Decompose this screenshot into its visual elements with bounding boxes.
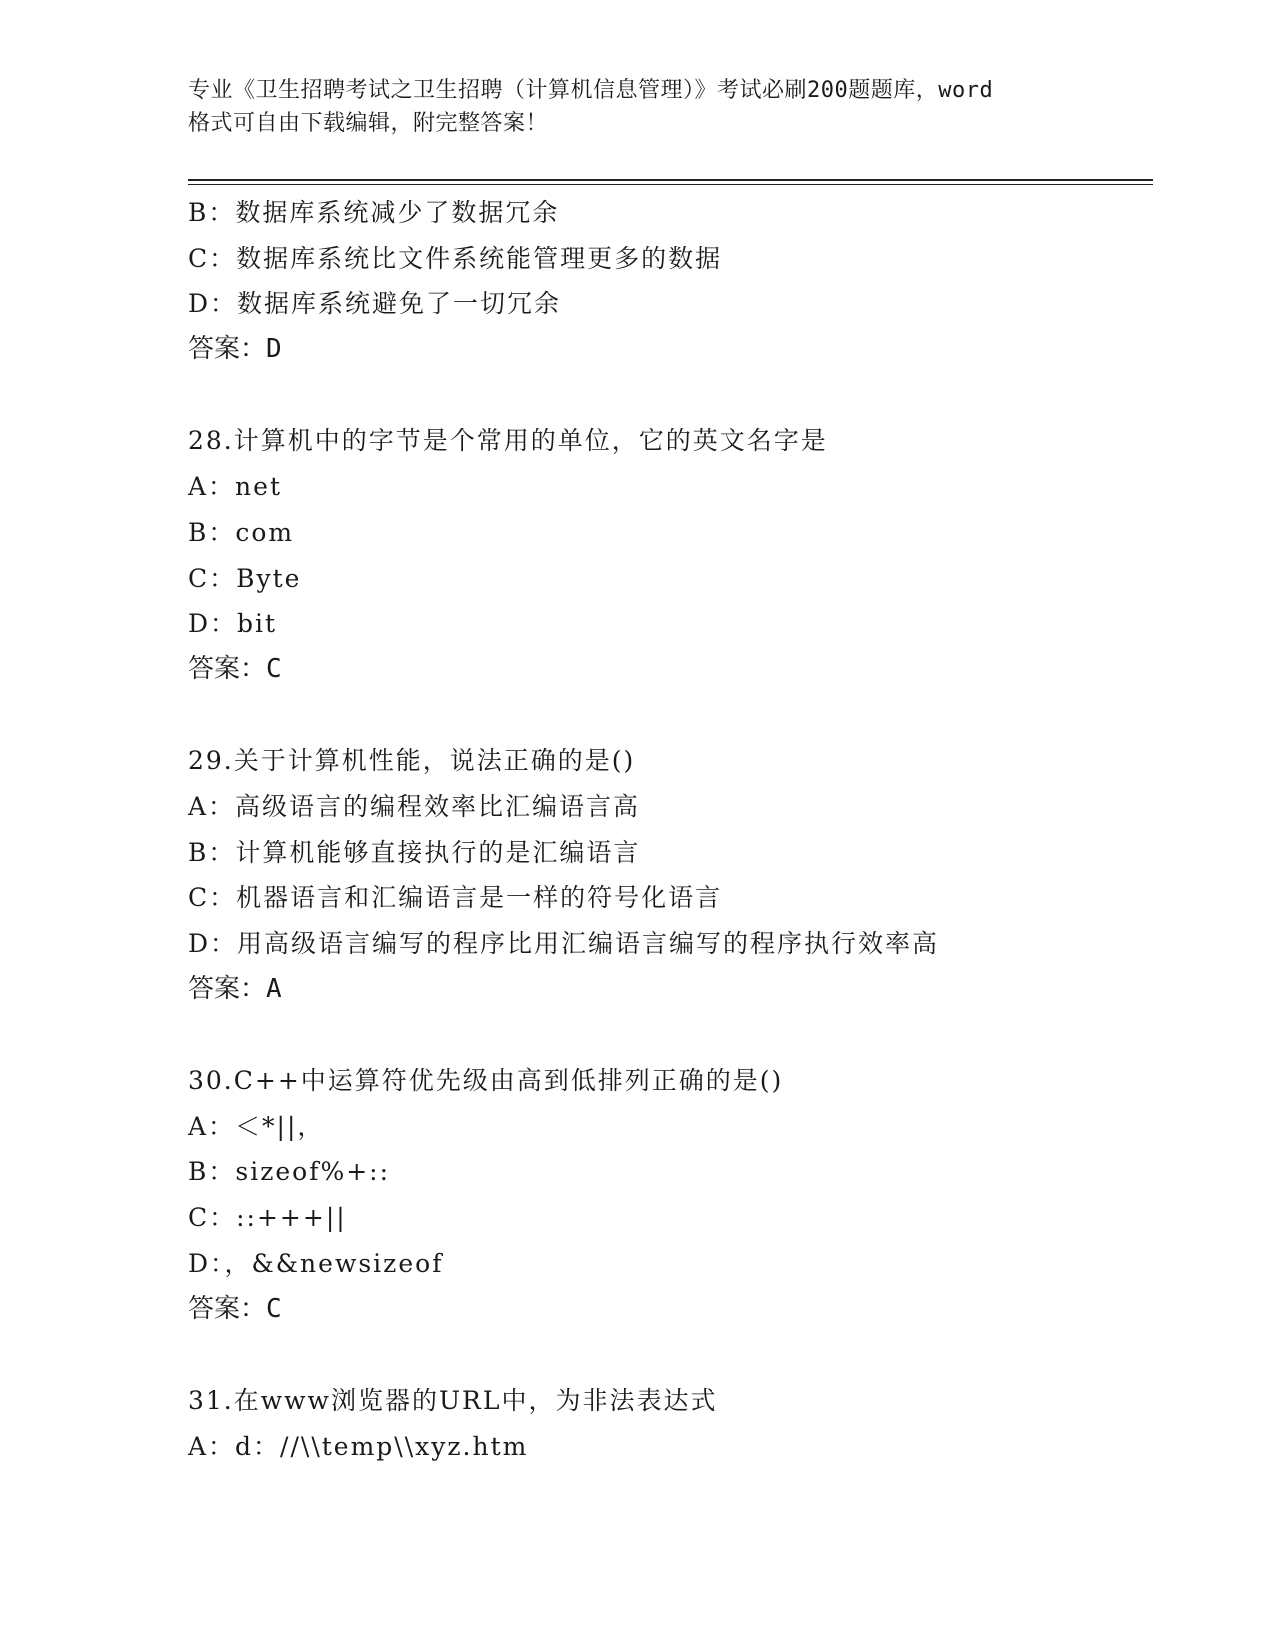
header-line-1: 专业《卫生招聘考试之卫生招聘（计算机信息管理）》考试必刷200题题库，word [188, 78, 994, 103]
option-b: B：com [188, 517, 295, 547]
document-header [188, 74, 1088, 140]
answer-label: 答案：C [188, 1293, 282, 1324]
spacer [188, 373, 1188, 419]
spacer [188, 693, 1188, 739]
question-31 [188, 1378, 1188, 1469]
question-stem: 30.C++中运算符优先级由高到低排列正确的是() [188, 1066, 784, 1096]
option-b: B：计算机能够直接执行的是汇编语言 [188, 837, 641, 867]
option-a: A：net [188, 472, 282, 502]
option-b: B：sizeof%+:: [188, 1157, 391, 1187]
option-d: D：数据库系统避免了一切冗余 [188, 289, 562, 319]
answer-label: 答案：C [188, 653, 282, 684]
question-27-tail [188, 190, 1188, 373]
option-c: C：Byte [188, 563, 302, 593]
answer-label: 答案：A [188, 973, 282, 1004]
option-c: C：数据库系统比文件系统能管理更多的数据 [188, 243, 723, 273]
question-stem: 28.计算机中的字节是个常用的单位，它的英文名字是 [188, 426, 828, 456]
spacer [188, 1332, 1188, 1378]
answer-label: 答案：D [188, 334, 282, 365]
question-list [188, 190, 1188, 1469]
header-line-2: 格式可自由下载编辑，附完整答案！ [188, 111, 549, 136]
header-divider-thin [188, 184, 1153, 185]
question-30 [188, 1058, 1188, 1332]
question-29 [188, 738, 1188, 1012]
header-divider-thick [188, 179, 1153, 181]
question-28 [188, 418, 1188, 692]
spacer [188, 1012, 1188, 1058]
option-a: A：d：//\\temp\\xyz.htm [188, 1431, 529, 1461]
question-stem: 31.在www浏览器的URL中，为非法表达式 [188, 1385, 718, 1415]
option-d: D：bit [188, 609, 278, 639]
option-b: B：数据库系统减少了数据冗余 [188, 198, 560, 227]
option-d: D：用高级语言编写的程序比用汇编语言编写的程序执行效率高 [188, 929, 940, 958]
option-c: C：机器语言和汇编语言是一样的符号化语言 [188, 883, 723, 913]
option-d: D：，&&newsizeof [188, 1248, 444, 1278]
question-stem: 29.关于计算机性能，说法正确的是() [188, 746, 636, 776]
option-c: C：::+++|| [188, 1203, 347, 1233]
option-a: A：高级语言的编程效率比汇编语言高 [188, 791, 641, 821]
option-a: A：＜*||， [188, 1111, 325, 1141]
